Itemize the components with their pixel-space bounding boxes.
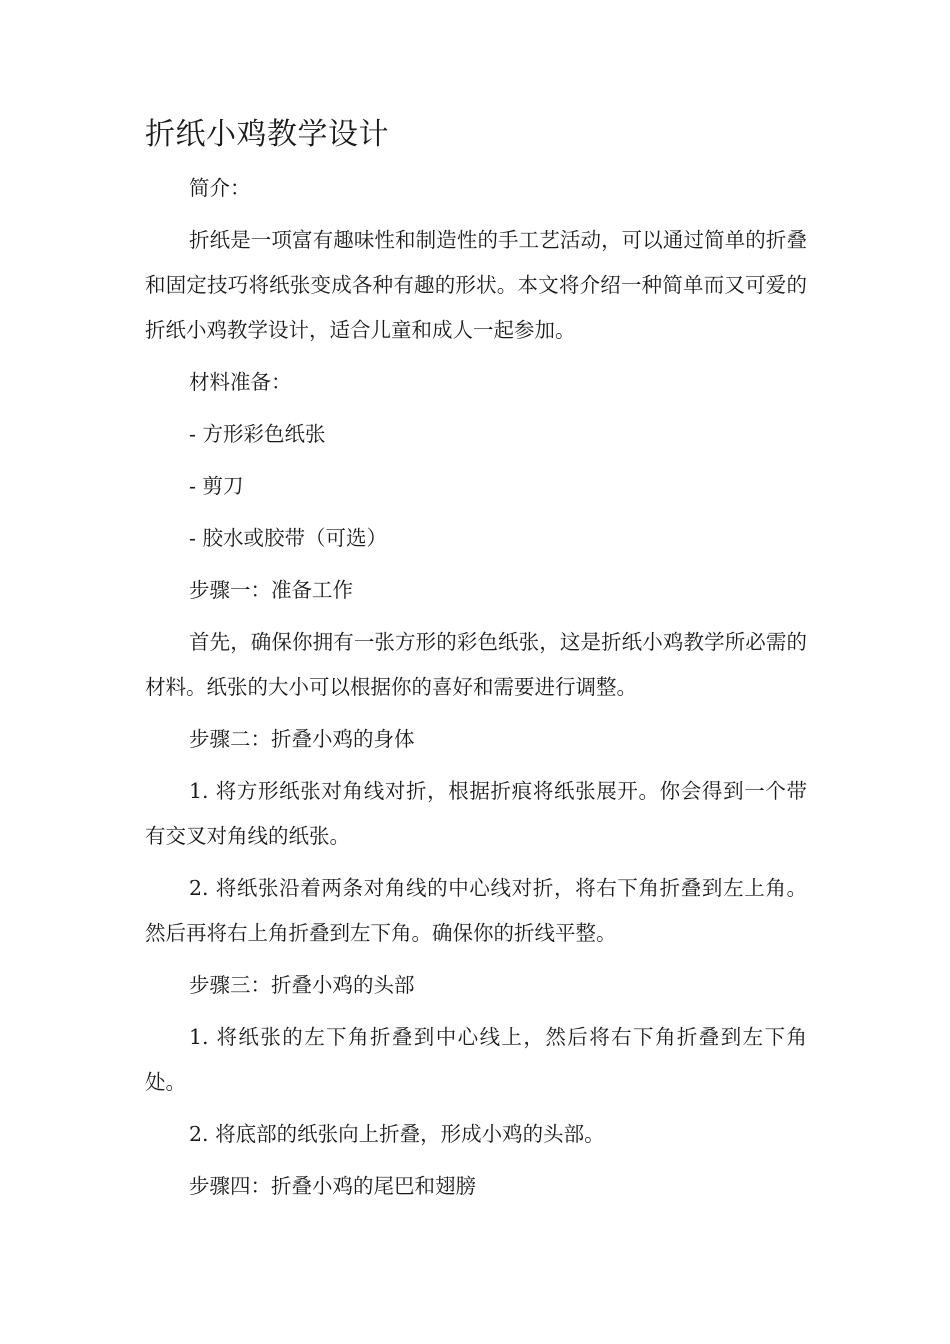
- step2-heading: 步骤二：折叠小鸡的身体: [189, 727, 415, 751]
- materials-heading: 材料准备：: [189, 370, 292, 394]
- step3-item: 1. 将纸张的左下角折叠到中心线上，然后将右下角折叠到左下角处。: [145, 1025, 807, 1094]
- step4-heading: 步骤四：折叠小鸡的尾巴和翅膀: [189, 1174, 476, 1198]
- document-title: 折纸小鸡教学设计: [145, 117, 389, 152]
- step2-item: 2. 将纸张沿着两条对角线的中心线对折，将右下角折叠到左上角。然后再将右上角折叠到左下角。确保你的折线平整。: [145, 876, 807, 945]
- step1-paragraph: 首先，确保你拥有一张方形的彩色纸张，这是折纸小鸡教学所必需的材料。纸张的大小可以根据你的喜好和需要进行调整。: [145, 630, 807, 699]
- step3-heading: 步骤三：折叠小鸡的头部: [189, 973, 415, 997]
- materials-item: - 胶水或胶带（可选）: [189, 526, 387, 550]
- materials-item: - 剪刀: [189, 474, 244, 498]
- materials-item: - 方形彩色纸张: [189, 422, 326, 446]
- intro-paragraph: 折纸是一项富有趣味性和制造性的手工艺活动，可以通过简单的折叠和固定技巧将纸张变成各种有趣的形状。本文将介绍一种简单而又可爱的折纸小鸡教学设计，适合儿童和成人一起参加。: [145, 228, 807, 342]
- document-body: [145, 112, 807, 1216]
- step1-heading: 步骤一：准备工作: [189, 578, 353, 602]
- intro-heading: 简介：: [189, 176, 251, 200]
- step3-item: 2. 将底部的纸张向上折叠，形成小鸡的头部。: [189, 1122, 605, 1146]
- step2-item: 1. 将方形纸张对角线对折，根据折痕将纸张展开。你会得到一个带有交叉对角线的纸张。: [145, 779, 807, 848]
